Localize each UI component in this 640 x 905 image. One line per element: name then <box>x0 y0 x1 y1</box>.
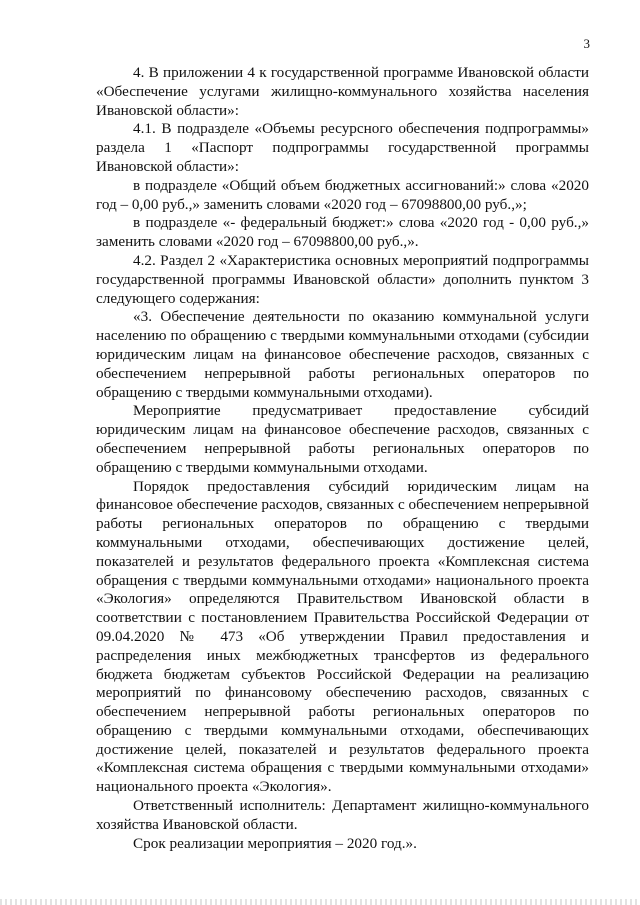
page-number: 3 <box>583 36 590 51</box>
paragraph-point-3: «3. Обеспечение деятельности по оказанию коммунальной услуги населению по обращению с твердыми коммунальными отходами (субсидии юридическим лицам на финансовое обеспечение расходов, связанных с обеспечением непрерывной работы региональных операторов по обращению с твердыми коммунальными отходами). <box>96 308 589 401</box>
scan-bottom-edge <box>0 899 640 905</box>
paragraph-subitem-4-1: 4.1. В подразделе «Объемы ресурсного обеспечения подпрограммы» раздела 1 «Паспорт подпрограммы государственной программы Ивановской области»: <box>96 120 589 175</box>
paragraph-subitem-4-2: 4.2. Раздел 2 «Характеристика основных мероприятий подпрограммы государственной программы Ивановской области» дополнить пунктом 3 следующего содержания: <box>96 251 589 307</box>
document-body <box>96 64 589 853</box>
paragraph-federal-budget: в подразделе «- федеральный бюджет:» слова «2020 год - 0,00 руб.,» заменить словами «2020 год – 67098800,00 руб.,». <box>96 214 589 251</box>
paragraph-responsible: Ответственный исполнитель: Департамент жилищно-коммунального хозяйства Ивановской области. <box>96 797 589 833</box>
paragraph-total-budget: в подразделе «Общий объем бюджетных ассигнований:» слова «2020 год – 0,00 руб.,» заменить словами «2020 год – 67098800,00 руб.,»; <box>96 176 589 213</box>
paragraph-deadline: Срок реализации мероприятия – 2020 год.». <box>133 834 417 852</box>
paragraph-measure: Мероприятие предусматривает предоставление субсидий юридическим лицам на финансовое обеспечение расходов, связанных с обеспечением непрерывной работы региональных операторов по обращению с твердыми коммунальными отходами. <box>96 402 589 476</box>
paragraph-procedure: Порядок предоставления субсидий юридическим лицам на финансовое обеспечение расходов, связанных с обеспечением непрерывной работы региональных операторов по обращению с твердыми коммунальными отходами, обеспечивающих достижение целей, показателей и результатов федерального проекта «Комплексная система обращения с твердыми коммунальными отходами» национального проекта «Экология» определяются Правительством Ивановской области в соответствии с постановлением Правительства Российской Федерации от 09.04.2020 № 473 «Об утверждении Правил предоставления и распределения иных межбюджетных трансфертов из федерального бюджета бюджетам субъектов Российской Федерации на реализацию мероприятий по финансовому обеспечению расходов, связанных с обеспечением непрерывной работы региональных операторов по обращению с твердыми коммунальными отходами, обеспечивающих достижение целей, показателей и результатов федерального проекта «Комплексная система обращения с твердыми коммунальными отходами» национального проекта «Экология». <box>96 477 589 796</box>
paragraph-item-4: 4. В приложении 4 к государственной программе Ивановской области «Обеспечение услугами жилищно-коммунального хозяйства населения Ивановской области»: <box>96 64 589 119</box>
